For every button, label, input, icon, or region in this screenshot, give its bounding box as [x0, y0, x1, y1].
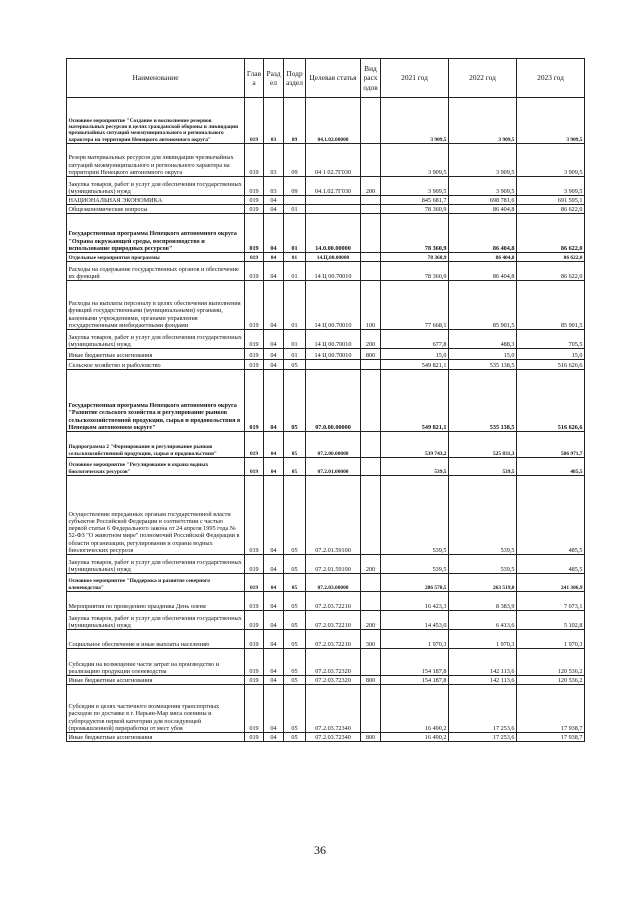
amount-2021: 78 360,9	[381, 262, 449, 281]
chapter-code: 019	[245, 432, 264, 458]
header-2021: 2021 год	[381, 59, 449, 98]
subsection-code: 05	[284, 592, 306, 611]
section-code: 04	[264, 685, 284, 733]
item-name: Закупка товаров, работ и услуг для обеспечения государственных (муниципальных) нужд	[67, 611, 245, 630]
amount-2022: 3 909,5	[449, 177, 517, 196]
table-row	[67, 630, 585, 649]
target-item-code: 14.Ц.00.00000	[306, 253, 361, 262]
amount-2022: 17 253,6	[449, 685, 517, 733]
section-code: 03	[264, 144, 284, 177]
target-item-code: 07.2.01.00000	[306, 458, 361, 476]
amount-2021: 3 909,5	[381, 98, 449, 144]
amount-2023: 86 622,0	[517, 205, 585, 214]
amount-2022: 86 404,8	[449, 214, 517, 253]
section-code: 03	[264, 177, 284, 196]
amount-2021: 15,0	[381, 349, 449, 360]
subsection-code: 05	[284, 649, 306, 676]
item-name: Расходы на содержание государственных органов и обеспечение их функций	[67, 262, 245, 281]
amount-2021: 539,5	[381, 555, 449, 574]
amount-2022: 488,3	[449, 330, 517, 349]
target-item-code: 07.2.03.72340	[306, 685, 361, 733]
section-code: 04	[264, 214, 284, 253]
table-row	[67, 370, 585, 432]
subsection-code: 01	[284, 205, 306, 214]
section-code: 04	[264, 360, 284, 370]
subsection-code: 05	[284, 432, 306, 458]
amount-2022: 525 831,3	[449, 432, 517, 458]
chapter-code: 019	[245, 685, 264, 733]
expense-type-code: 800	[361, 349, 381, 360]
table-row	[67, 360, 585, 370]
expense-type-code: 200	[361, 177, 381, 196]
table-row	[67, 262, 585, 281]
section-code: 04	[264, 592, 284, 611]
target-item-code	[306, 196, 361, 205]
table-row	[67, 253, 585, 262]
subsection-code	[284, 196, 306, 205]
target-item-code: 07.2.03.00000	[306, 574, 361, 592]
amount-2023: 691 595,1	[517, 196, 585, 205]
amount-2022: 85 901,5	[449, 281, 517, 330]
amount-2022: 86 404,8	[449, 205, 517, 214]
table-row	[67, 611, 585, 630]
amount-2021: 78 360,9	[381, 214, 449, 253]
amount-2023: 516 626,6	[517, 360, 585, 370]
item-name: Расходы на выплаты персоналу в целях обеспечения выполнения функций государственными (муниципальными) органами, казенными учреждениями, органами управления государственными внебюджетными фондами	[67, 281, 245, 330]
subsection-code: 09	[284, 177, 306, 196]
section-code: 04	[264, 262, 284, 281]
section-code: 04	[264, 476, 284, 555]
subsection-code: 01	[284, 214, 306, 253]
chapter-code: 019	[245, 214, 264, 253]
table-row	[67, 476, 585, 555]
amount-2022: 539,5	[449, 458, 517, 476]
amount-2021: 3 909,5	[381, 177, 449, 196]
item-name: Государственная программа Ненецкого автономного округа "Охрана окружающей среды, воспроизводство и использование природных ресурсов"	[67, 214, 245, 253]
table-row	[67, 330, 585, 349]
amount-2023: 86 622,0	[517, 214, 585, 253]
amount-2022: 3 909,5	[449, 98, 517, 144]
amount-2022: 6 413,6	[449, 611, 517, 630]
amount-2022: 15,0	[449, 349, 517, 360]
amount-2022: 142 113,6	[449, 649, 517, 676]
item-name: Отдельные мероприятия программы	[67, 253, 245, 262]
section-code: 04	[264, 649, 284, 676]
amount-2023: 86 622,0	[517, 253, 585, 262]
table-header-row	[67, 59, 585, 98]
section-code: 04	[264, 205, 284, 214]
item-name: Основное мероприятие "Регулирование и охрана водных биологических ресурсов"	[67, 458, 245, 476]
header-name: Наименование	[67, 59, 245, 98]
amount-2023: 241 306,9	[517, 574, 585, 592]
item-name: Основное мероприятие "Создание и восполнение резервов материальных ресурсов в целях гражданской обороны и ликвидации чрезвычайных ситуаций межмуниципального и регионального характера на территории Ненецкого автономного округа"	[67, 98, 245, 144]
section-code: 04	[264, 281, 284, 330]
target-item-code: 07.2.03.72320	[306, 676, 361, 685]
header-expense-type: Вид расх одов	[361, 59, 381, 98]
amount-2021: 78 360,9	[381, 253, 449, 262]
target-item-code: 04.1.02.00000	[306, 98, 361, 144]
amount-2021: 78 360,9	[381, 205, 449, 214]
amount-2022: 86 404,8	[449, 253, 517, 262]
section-code: 04	[264, 458, 284, 476]
amount-2023: 3 909,5	[517, 144, 585, 177]
subsection-code: 09	[284, 98, 306, 144]
chapter-code: 019	[245, 253, 264, 262]
page-number: 36	[314, 843, 326, 857]
expense-type-code: 200	[361, 555, 381, 574]
amount-2021: 677,8	[381, 330, 449, 349]
table-row	[67, 196, 585, 205]
table-row	[67, 281, 585, 330]
chapter-code: 019	[245, 649, 264, 676]
section-code: 04	[264, 733, 284, 742]
target-item-code	[306, 205, 361, 214]
section-code: 04	[264, 330, 284, 349]
item-name: Закупка товаров, работ и услуг для обеспечения государственных (муниципальных) нужд	[67, 555, 245, 574]
section-code: 04	[264, 196, 284, 205]
table-row	[67, 555, 585, 574]
chapter-code: 019	[245, 370, 264, 432]
target-item-code: 07.2.01.59100	[306, 555, 361, 574]
chapter-code: 019	[245, 144, 264, 177]
header-section: Разд ел	[264, 59, 284, 98]
subsection-code: 01	[284, 281, 306, 330]
section-code: 04	[264, 555, 284, 574]
chapter-code: 019	[245, 574, 264, 592]
item-name: Иные бюджетные ассигнования	[67, 676, 245, 685]
chapter-code: 019	[245, 205, 264, 214]
table-row	[67, 98, 585, 144]
chapter-code: 019	[245, 476, 264, 555]
amount-2022: 698 781,6	[449, 196, 517, 205]
item-name: Резерв материальных ресурсов для ликвидации чрезвычайных ситуаций межмуниципального и регионального характера на территории Ненецкого автономного округа	[67, 144, 245, 177]
target-item-code: 07.2.03.72210	[306, 630, 361, 649]
chapter-code: 019	[245, 611, 264, 630]
section-code: 04	[264, 611, 284, 630]
item-name: Мероприятия по проведению праздника День оленя	[67, 592, 245, 611]
expense-type-code	[361, 262, 381, 281]
amount-2023: 506 971,7	[517, 432, 585, 458]
subsection-code: 01	[284, 330, 306, 349]
item-name: Подпрограмма 2 "Формирование и регулирование рынков сельскохозяйственной продукции, сырья и продовольствия"	[67, 432, 245, 458]
header-2023: 2023 год	[517, 59, 585, 98]
amount-2023: 120 536,2	[517, 649, 585, 676]
item-name: Иные бюджетные ассигнования	[67, 349, 245, 360]
table-row	[67, 349, 585, 360]
subsection-code: 01	[284, 253, 306, 262]
amount-2023: 5 102,8	[517, 611, 585, 630]
item-name: Субсидии в целях частичного возмещения транспортных расходов по доставке в г. Нарьян-Мар мяса оленины и субпродуктов первой категории для последующей (промышленной) переработки от мест убоя	[67, 685, 245, 733]
amount-2021: 77 668,1	[381, 281, 449, 330]
subsection-code: 09	[284, 144, 306, 177]
item-name: Закупка товаров, работ и услуг для обеспечения государственных (муниципальных) нужд	[67, 330, 245, 349]
amount-2023: 7 073,1	[517, 592, 585, 611]
amount-2021: 1 970,3	[381, 630, 449, 649]
amount-2023: 485,5	[517, 476, 585, 555]
budget-table	[66, 58, 585, 742]
header-subsection: Подр аздел	[284, 59, 306, 98]
subsection-code: 05	[284, 630, 306, 649]
item-name: НАЦИОНАЛЬНАЯ ЭКОНОМИКА	[67, 196, 245, 205]
amount-2021: 286 570,5	[381, 574, 449, 592]
amount-2022: 539,5	[449, 555, 517, 574]
amount-2023: 120 536,2	[517, 676, 585, 685]
section-code: 04	[264, 370, 284, 432]
amount-2022: 3 909,5	[449, 144, 517, 177]
table-row	[67, 676, 585, 685]
table-row	[67, 592, 585, 611]
target-item-code: 07.2.00.00000	[306, 432, 361, 458]
subsection-code: 01	[284, 262, 306, 281]
chapter-code: 019	[245, 676, 264, 685]
expense-type-code	[361, 685, 381, 733]
section-code: 04	[264, 349, 284, 360]
amount-2022: 8 383,9	[449, 592, 517, 611]
subsection-code: 05	[284, 476, 306, 555]
amount-2021: 154 187,8	[381, 649, 449, 676]
subsection-code: 05	[284, 370, 306, 432]
item-name: Социальное обеспечение и иные выплаты населению	[67, 630, 245, 649]
expense-type-code	[361, 432, 381, 458]
amount-2023: 17 938,7	[517, 685, 585, 733]
subsection-code: 05	[284, 360, 306, 370]
expense-type-code: 200	[361, 611, 381, 630]
amount-2021: 154 187,8	[381, 676, 449, 685]
expense-type-code	[361, 144, 381, 177]
expense-type-code	[361, 253, 381, 262]
target-item-code: 07.2.03.72210	[306, 611, 361, 630]
chapter-code: 019	[245, 349, 264, 360]
target-item-code: 14.0.00.00000	[306, 214, 361, 253]
target-item-code: 04.1.02.7Г030	[306, 177, 361, 196]
amount-2022: 142 113,6	[449, 676, 517, 685]
chapter-code: 019	[245, 330, 264, 349]
amount-2021: 539 743,2	[381, 432, 449, 458]
table-row	[67, 432, 585, 458]
expense-type-code	[361, 370, 381, 432]
table-row	[67, 144, 585, 177]
item-name: Сельское хозяйство и рыболовство	[67, 360, 245, 370]
table-row	[67, 685, 585, 733]
subsection-code: 05	[284, 574, 306, 592]
expense-type-code: 100	[361, 281, 381, 330]
expense-type-code	[361, 214, 381, 253]
chapter-code: 019	[245, 733, 264, 742]
chapter-code: 019	[245, 281, 264, 330]
expense-type-code	[361, 649, 381, 676]
amount-2022: 535 138,5	[449, 360, 517, 370]
amount-2023: 3 909,5	[517, 98, 585, 144]
subsection-code: 05	[284, 676, 306, 685]
amount-2021: 16 490,2	[381, 685, 449, 733]
expense-type-code	[361, 360, 381, 370]
amount-2023: 86 622,0	[517, 262, 585, 281]
amount-2022: 539,5	[449, 476, 517, 555]
section-code: 04	[264, 253, 284, 262]
target-item-code: 14 Ц 00.70010	[306, 262, 361, 281]
table-row	[67, 458, 585, 476]
item-name: Иные бюджетные ассигнования	[67, 733, 245, 742]
expense-type-code: 800	[361, 676, 381, 685]
expense-type-code: 200	[361, 330, 381, 349]
chapter-code: 019	[245, 262, 264, 281]
table-row	[67, 214, 585, 253]
subsection-code: 05	[284, 733, 306, 742]
item-name: Общеэкономические вопросы	[67, 205, 245, 214]
subsection-code: 05	[284, 685, 306, 733]
table-row	[67, 205, 585, 214]
target-item-code: 14 Ц 00.70010	[306, 281, 361, 330]
amount-2021: 549 821,1	[381, 360, 449, 370]
target-item-code: 07.2.03.72210	[306, 592, 361, 611]
amount-2023: 705,5	[517, 330, 585, 349]
amount-2021: 3 909,5	[381, 144, 449, 177]
expense-type-code	[361, 574, 381, 592]
subsection-code: 01	[284, 349, 306, 360]
header-2022: 2022 год	[449, 59, 517, 98]
target-item-code: 14 Ц 00.70010	[306, 330, 361, 349]
amount-2023: 485,5	[517, 555, 585, 574]
amount-2022: 1 970,3	[449, 630, 517, 649]
chapter-code: 019	[245, 177, 264, 196]
expense-type-code	[361, 205, 381, 214]
item-name: Осуществление переданных органам государственной власти субъектов Российской Федерации в соответствии с частью первой статьи 6 Федерального закона от 24 апреля 1995 года № 52-ФЗ "О животном мире" полномочий Российской Федерации в области организации, регулирования и охраны водных биологических ресурсов	[67, 476, 245, 555]
chapter-code: 019	[245, 196, 264, 205]
table-row	[67, 177, 585, 196]
amount-2023: 17 938,7	[517, 733, 585, 742]
amount-2023: 3 909,5	[517, 177, 585, 196]
expense-type-code	[361, 98, 381, 144]
target-item-code: 14 Ц 00.70010	[306, 349, 361, 360]
amount-2021: 14 453,0	[381, 611, 449, 630]
target-item-code: 07.0.00.00000	[306, 370, 361, 432]
expense-type-code	[361, 592, 381, 611]
expense-type-code	[361, 476, 381, 555]
amount-2021: 549 821,1	[381, 370, 449, 432]
target-item-code: 07.2.03.72320	[306, 649, 361, 676]
target-item-code: 07.2.01.59100	[306, 476, 361, 555]
table-row	[67, 574, 585, 592]
section-code: 03	[264, 98, 284, 144]
chapter-code: 019	[245, 630, 264, 649]
amount-2021: 16 490,2	[381, 733, 449, 742]
amount-2022: 535 138,5	[449, 370, 517, 432]
chapter-code: 019	[245, 592, 264, 611]
subsection-code: 05	[284, 555, 306, 574]
chapter-code: 019	[245, 555, 264, 574]
amount-2021: 845 681,7	[381, 196, 449, 205]
header-chapter: Глав а	[245, 59, 264, 98]
amount-2021: 539,5	[381, 476, 449, 555]
expense-type-code: 300	[361, 630, 381, 649]
target-item-code	[306, 360, 361, 370]
amount-2023: 1 970,3	[517, 630, 585, 649]
amount-2023: 485,5	[517, 458, 585, 476]
section-code: 04	[264, 432, 284, 458]
item-name: Субсидии на возмещение части затрат на производство и реализацию продукции оленеводства	[67, 649, 245, 676]
item-name: Закупка товаров, работ и услуг для обеспечения государственных (муниципальных) нужд	[67, 177, 245, 196]
table-row	[67, 649, 585, 676]
chapter-code: 019	[245, 458, 264, 476]
amount-2022: 86 404,8	[449, 262, 517, 281]
expense-type-code	[361, 458, 381, 476]
expense-type-code: 800	[361, 733, 381, 742]
amount-2021: 16 423,3	[381, 592, 449, 611]
chapter-code: 019	[245, 98, 264, 144]
amount-2023: 516 626,6	[517, 370, 585, 432]
subsection-code: 05	[284, 611, 306, 630]
target-item-code: 04 1 02.7Г030	[306, 144, 361, 177]
subsection-code: 05	[284, 458, 306, 476]
section-code: 04	[264, 574, 284, 592]
section-code: 04	[264, 630, 284, 649]
item-name: Основное мероприятие "Поддержка и развитие северного оленеводства"	[67, 574, 245, 592]
amount-2021: 539,5	[381, 458, 449, 476]
amount-2022: 17 253,6	[449, 733, 517, 742]
target-item-code: 07.2.03.72340	[306, 733, 361, 742]
table-row	[67, 733, 585, 742]
header-target-item: Целевая статья	[306, 59, 361, 98]
amount-2023: 85 901,5	[517, 281, 585, 330]
amount-2022: 263 519,0	[449, 574, 517, 592]
amount-2023: 15,0	[517, 349, 585, 360]
section-code: 04	[264, 676, 284, 685]
item-name: Государственная программа Ненецкого автономного округа "Развитие сельского хозяйства и регулирование рынков сельскохозяйственной продукции, сырья и продовольствия в Ненецком автономном округе"	[67, 370, 245, 432]
expense-type-code	[361, 196, 381, 205]
chapter-code: 019	[245, 360, 264, 370]
